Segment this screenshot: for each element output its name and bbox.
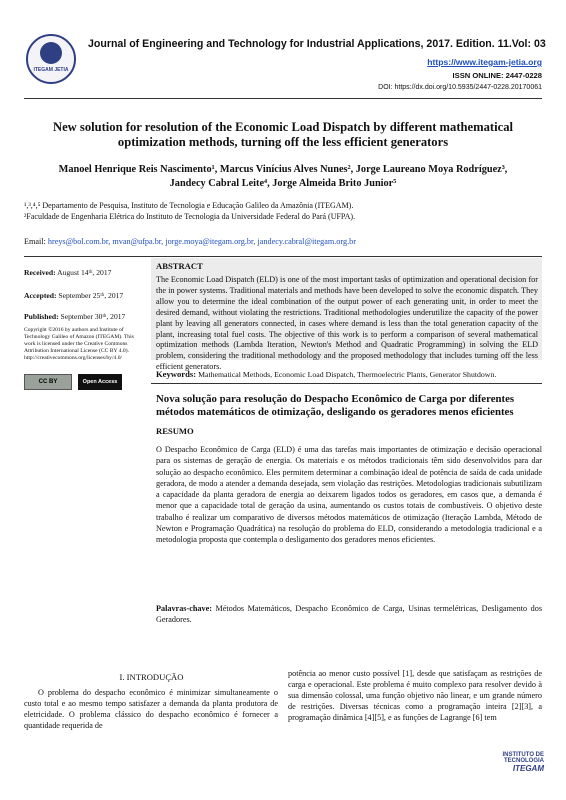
footer-logo	[496, 752, 544, 773]
published-date	[24, 312, 146, 321]
logo-text: ITEGAM JETIA	[33, 67, 69, 73]
accepted-value: September 25ᵗʰ, 2017	[58, 291, 124, 300]
logo-emblem-icon	[40, 42, 62, 64]
palavras-chave	[156, 603, 542, 626]
doi: DOI: https://dx.doi.org/10.5935/2447-0228.20170061	[378, 84, 542, 91]
affiliations	[24, 200, 355, 222]
journal-name: Journal of Engineering and Technology for Industrial Applications, 2017. Edition. 11.Vol: 03	[88, 38, 546, 50]
header-divider	[24, 98, 542, 99]
intro-text-left: O problema do despacho econômico é minimizar simultaneamente o custo total e ao mesmo tempo satisfazer a demanda da planta produtora de eletricidade. O problema clássico do despacho econômico é fornecer a quantidade requerida de	[24, 688, 278, 730]
intro-column-left	[24, 688, 278, 732]
copyright-notice: Copyright ©2016 by authors and Institute of Technology Galileo of Amazon (ITEGAM). This work is licensed under the Creative Commons Attribution International License (CC BY 4.0). http://creativecommons.org/licenses/by/4.0/	[24, 327, 134, 361]
issn: ISSN ONLINE: 2447-0228	[452, 71, 542, 80]
author-list	[28, 163, 538, 191]
email-addresses[interactable]: hreys@bol.com.br, mvan@ufpa.br, jorge.moya@itegam.org.br, jandecy.cabral@itegam.org.br	[47, 237, 356, 246]
author-line: Jandecy Cabral Leite⁴, Jorge Almeida Brito Junior⁵	[169, 178, 397, 189]
accepted-date	[24, 291, 146, 300]
open-access-badge: Open Access	[78, 374, 122, 390]
section-heading: I. INTRODUÇÃO	[119, 672, 184, 682]
cc-license-badge[interactable]: CC BY	[24, 374, 72, 390]
keywords	[156, 369, 542, 379]
received-date	[24, 268, 146, 277]
affiliation: ²Faculdade de Engenharia Elétrica do Instituto de Tecnologia da Universidade Federal do Pará (UFPA).	[24, 212, 356, 221]
journal-url-link[interactable]: https://www.itegam-jetia.org	[427, 57, 542, 67]
email-line	[24, 237, 356, 246]
received-value: August 14ᵗʰ, 2017	[57, 268, 112, 277]
section-divider	[24, 256, 542, 257]
abstract-text: The Economic Load Dispatch (ELD) is one of the most important tasks of optimization and operational decision for the in power systems. Traditional materials and methods have been developed to solve the economic dispatch. They allow you to determine the ideal combination of the output power of each generating unit, in order to meet the desired demand, without violating the restrictions. Traditional methodologies underutilize the capacity of the power plant by leaving all generators connected, in cases where demand is less than the total generation capacity of the plant, increasing total fuel costs. The objective of this work is to perform a comparison of several mathematical optimization methods (Lambda Iteration, Newton's Method and Quadratic Programming) in solving the ELD problem, considering the traditional methodology and the proposed methodology that includes turning off the less efficient generators.	[156, 275, 538, 372]
abstract-heading: ABSTRACT	[156, 261, 203, 271]
keywords-text: Mathematical Methods, Economic Load Dispatch, Thermoelectric Plants, Generator Shutdown.	[198, 370, 497, 379]
affiliation: ¹,³,⁴,⁵ Departamento de Pesquisa, Instituto de Tecnologia e Educação Galileo da Amazônia (ITEGAM).	[24, 201, 354, 210]
footer-logo-big: ITEGAM	[512, 764, 544, 773]
keywords-divider	[151, 383, 542, 384]
resumo-heading: RESUMO	[156, 426, 194, 436]
intro-text-right: potência ao menor custo possível [1], desde que satisfaçam as restrições de carga e operacional. Este problema é muito complexo para resolver devido à sua dimensão colossal, uma função objetivo não linear, e um grande número de restrições. Diversas técnicas como a programação inteira [2][3], a programação dinâmica [4][5], e as funções de Lagrange [6] tem	[288, 669, 542, 722]
received-label: Received:	[24, 268, 56, 277]
paper-title: New solution for resolution of the Economic Load Dispatch by different mathematical optimization methods, turning off the less efficient generators	[52, 120, 513, 149]
palavras-text: Métodos Matemáticos, Despacho Econômico de Carga, Usinas termelétricas, Desligamento dos Geradores.	[156, 604, 543, 625]
portuguese-title: Nova solução para resolução do Despacho Econômico de Carga por diferentes métodos matemáticos de otimização, desligando os geradores menos eficientes	[156, 393, 515, 418]
email-label: Email:	[24, 237, 48, 246]
keywords-label: Keywords:	[156, 369, 197, 379]
published-value: September 30ᵗʰ, 2017	[60, 312, 126, 321]
footer-logo-small: INSTITUTO DE TECNOLOGIA	[502, 752, 544, 764]
palavras-label: Palavras-chave:	[156, 604, 212, 613]
accepted-label: Accepted:	[24, 291, 57, 300]
resumo-text: O Despacho Econômico de Carga (ELD) é uma das tarefas mais importantes de otimização e decisão operacional para os sistemas de geração de energia. Os materiais e os métodos tradicionais têm sido desenvolvidos para dar solução ao despacho econômico. Eles permitem determinar a combinação ideal de potência de saída de cada unidade geradora, de modo a atender a demanda desejada, sem violação das restrições. Metodologias tradicionais subutilizam a capacidade da planta geradora de energia ao deixarem ligados todos os geradores, em casos que, a demanda é menor que a capacidade total de geração da usina, aumentando os custos totais de combustíveis. O objetivo deste trabalho é realizar um comparativo de diversos métodos matemáticos de otimização (Iteração Lambda, Método de Newton e Programação Quadrática) na resolução do problema do ELD, considerando a metodologia tradicional e a metodologia proposta que contempla o desligamento dos geradores menos eficientes.	[156, 445, 542, 545]
published-label: Published:	[24, 312, 59, 321]
author-line: Manoel Henrique Reis Nascimento¹, Marcus Vinícius Alves Nunes², Jorge Laureano Moya Rodríguez³,	[58, 164, 508, 175]
